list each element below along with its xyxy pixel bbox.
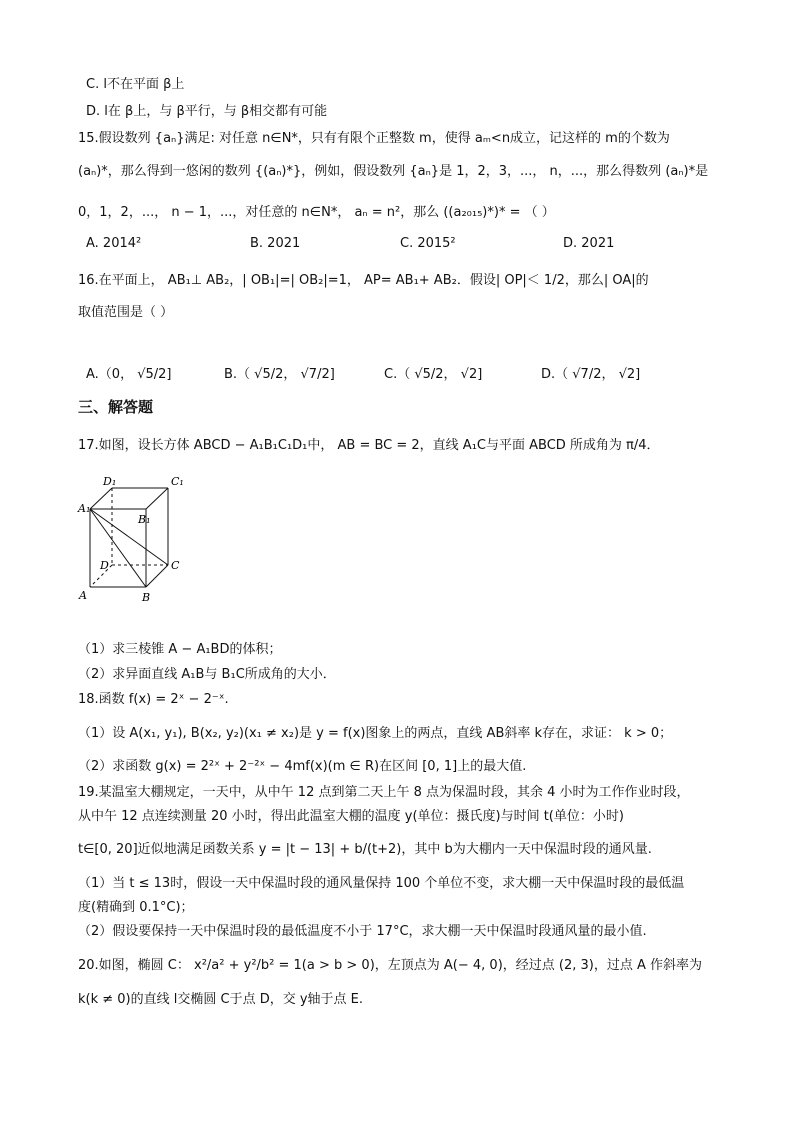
q18-sub2: （2）求函数 g(x) = 2²ˣ + 2⁻²ˣ − 4mf(x)(m ∈ R)在区间 [0, 1]上的最大值. xyxy=(78,759,527,774)
label-d: D xyxy=(100,559,109,572)
label-d1: D₁ xyxy=(103,475,117,488)
q17-sub2: （2）求异面直线 A₁B与 B₁C所成角的大小． xyxy=(78,667,336,682)
q16-option-a: A.（0， √5/2] xyxy=(86,367,172,382)
section-heading-solutions: 三、解答题 xyxy=(78,398,154,416)
label-c1: C₁ xyxy=(171,475,184,488)
q20-line1: 20.如图，椭圆 C： x²/a² + y²/b² = 1(a > b > 0)，左顶点为 A(− 4, 0)，经过点 (2, 3)，过点 A 作斜率为 xyxy=(78,958,703,973)
q18-line1: 18.函数 f(x) = 2ˣ − 2⁻ˣ. xyxy=(78,692,229,707)
q19-sub1b: 度(精确到 0.1°C)； xyxy=(78,900,194,915)
q19-sub1a: （1）当 t ≤ 13时，假设一天中保温时段的通风量保持 100 个单位不变，求大棚一天中保温时段的最低温 xyxy=(78,876,685,891)
q15-option-d: D. 2021 xyxy=(563,236,615,251)
q16-option-b: B.（ √5/2， √7/2] xyxy=(224,367,335,382)
q17-line1: 17.如图，设长方体 ABCD − A₁B₁C₁D₁中， AB = BC = 2，直线 A₁C与平面 ABCD 所成角为 π/4． xyxy=(78,438,660,453)
label-b1: B₁ xyxy=(138,513,151,526)
q15-line1: 15.假设数列 {aₙ}满足: 对任意 n∈N*，只有有限个正整数 m，使得 aₘ<n成立，记这样的 m的个数为 xyxy=(78,131,670,146)
q14-option-c: C. l不在平面 β上 xyxy=(86,77,185,92)
cuboid-figure xyxy=(76,472,196,607)
label-a: A xyxy=(79,589,87,602)
q15-option-b: B. 2021 xyxy=(250,236,301,251)
q15-line3: 0，1，2，...， n − 1，...，对任意的 n∈N*， aₙ = n²，那么 ((a₂₀₁₅)*)* = （ ） xyxy=(78,205,555,220)
q15-line2: (aₙ)*，那么得到一悠闲的数列 {(aₙ)*}，例如，假设数列 {aₙ}是 1，2，3，...， n，...，那么得数列 (aₙ)*是 xyxy=(78,164,709,179)
q15-option-a: A. 2014² xyxy=(86,236,142,251)
label-c: C xyxy=(171,559,180,572)
q18-sub1: （1）设 A(x₁, y₁), B(x₂, y₂)(x₁ ≠ x₂)是 y = f(x)图象上的两点，直线 AB斜率 k存在，求证： k > 0； xyxy=(78,726,673,741)
q17-sub1: （1）求三棱锥 A − A₁BD的体积； xyxy=(78,642,282,657)
q20-line2: k(k ≠ 0)的直线 l交椭圆 C于点 D，交 y轴于点 E. xyxy=(78,992,364,1007)
q19-line3: t∈[0, 20]近似地满足函数关系 y = |t − 13| + b/(t+2)，其中 b为大棚内一天中保温时段的通风量. xyxy=(78,842,652,857)
q16-line2: 取值范围是（ ） xyxy=(78,305,174,320)
q16-option-c: C.（ √5/2， √2] xyxy=(384,367,483,382)
label-a1: A₁ xyxy=(78,502,91,515)
q19-line2: 从中午 12 点连续测量 20 小时，得出此温室大棚的温度 y(单位：摄氏度)与时间 t(单位：小时) xyxy=(78,809,624,824)
q16-option-d: D.（ √7/2， √2] xyxy=(541,367,641,382)
q19-sub2: （2）假设要保持一天中保温时段的最低温度不小于 17°C，求大棚一天中保温时段通风量的最小值. xyxy=(78,924,647,939)
label-b: B xyxy=(142,591,151,604)
q16-line1: 16.在平面上， AB₁⊥ AB₂，| OB₁|=| OB₂|=1， AP= AB₁+ AB₂．假设| OP|＜ 1/2，那么| OA|的 xyxy=(78,273,649,288)
q14-option-d: D. l在 β上，与 β平行，与 β相交都有可能 xyxy=(86,104,328,119)
q19-line1: 19.某温室大棚规定，一天中，从中午 12 点到第二天上午 8 点为保温时段，其余 4 小时为工作作业时段， xyxy=(78,785,690,800)
q15-option-c: C. 2015² xyxy=(400,236,456,251)
